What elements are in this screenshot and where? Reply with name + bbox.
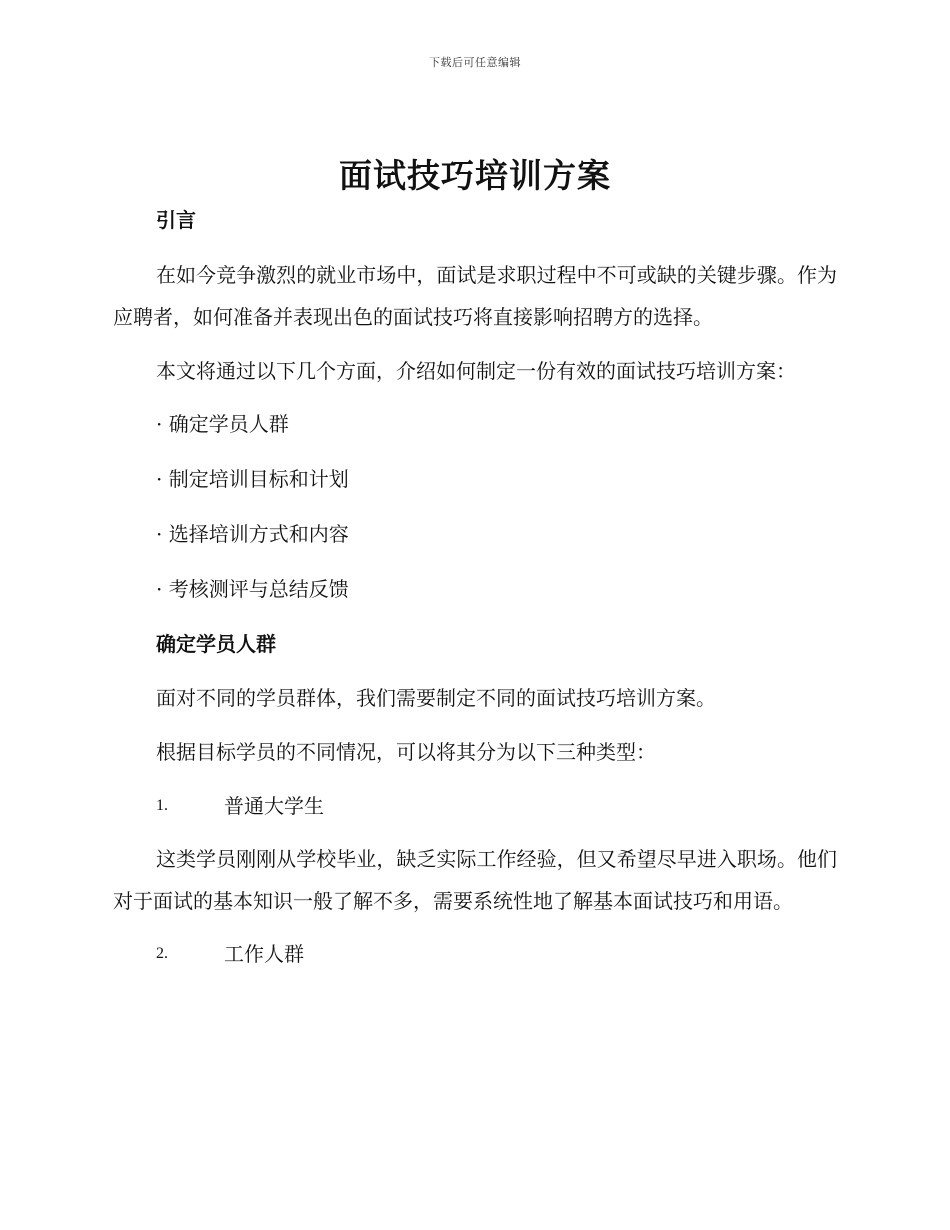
item-number: 2. (156, 945, 168, 962)
audience-paragraph-1: 面对不同的学员群体，我们需要制定不同的面试技巧培训方案。 (156, 686, 716, 710)
numbered-item-1 (113, 786, 837, 826)
audience-paragraph-2: 根据目标学员的不同情况，可以将其分为以下三种类型： (156, 740, 656, 764)
section-heading-intro: 引言 (156, 208, 196, 232)
intro-paragraph-2: 本文将通过以下几个方面，介绍如何制定一份有效的面试技巧培训方案： (156, 359, 796, 383)
list-item: · 考核测评与总结反馈 (156, 577, 349, 601)
item-label: 普通大学生 (224, 794, 324, 818)
item-label: 工作人群 (224, 942, 304, 966)
item-number: 1. (156, 797, 168, 814)
document-title: 面试技巧培训方案 (339, 156, 611, 195)
numbered-item-2 (113, 934, 837, 974)
section-heading-audience: 确定学员人群 (156, 632, 276, 656)
item-1-description: 这类学员刚刚从学校毕业，缺乏实际工作经验，但又希望尽早进入职场。他们对于面试的基本知识一般了解不多，需要系统性地了解基本面试技巧和用语。 (113, 847, 837, 913)
list-item: · 确定学员人群 (156, 412, 289, 436)
document-body (113, 200, 837, 974)
list-item: · 制定培训目标和计划 (156, 467, 349, 491)
header-note: 下载后可任意编辑 (429, 56, 521, 69)
bullet-list (113, 404, 837, 609)
list-item: · 选择培训方式和内容 (156, 522, 349, 546)
intro-paragraph-1: 在如今竞争激烈的就业市场中，面试是求职过程中不可或缺的关键步骤。作为应聘者，如何准备并表现出色的面试技巧将直接影响招聘方的选择。 (113, 263, 837, 329)
